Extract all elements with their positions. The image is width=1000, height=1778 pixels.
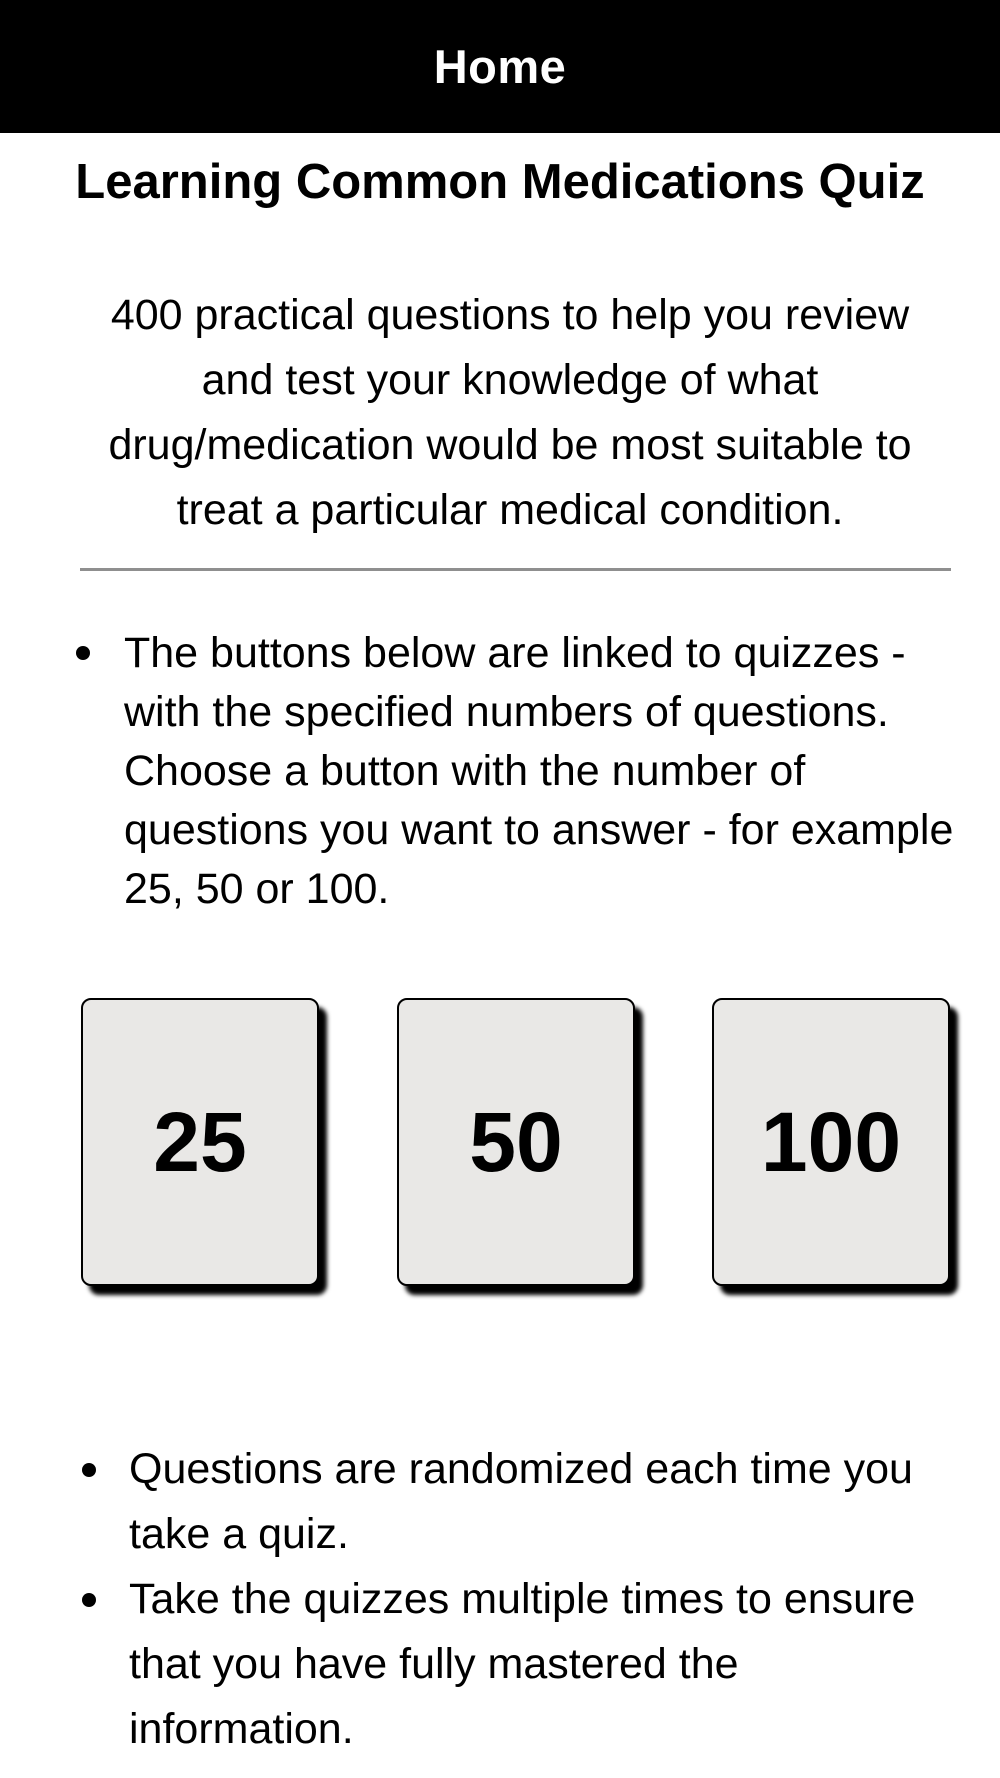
bullet-icon (82, 1463, 96, 1477)
quiz-button-group (0, 998, 1000, 1298)
bullet-icon (76, 646, 90, 660)
quiz-100-button[interactable]: 100 (712, 998, 950, 1286)
notes-list (72, 1437, 972, 1762)
page-title: Learning Common Medications Quiz (75, 155, 925, 209)
list-item (72, 1437, 972, 1567)
home-title[interactable]: Home (433, 40, 567, 93)
list-item (72, 1567, 972, 1762)
note-text: Take the quizzes multiple times to ensure that you have fully mastered the information. (129, 1575, 916, 1753)
instructions-list (70, 624, 965, 919)
note-text: Questions are randomized each time you take a quiz. (129, 1445, 913, 1558)
list-item (70, 624, 965, 919)
intro-text: 400 practical questions to help you review and test your knowledge of what drug/medication would be most suitable to treat a particular medical condition. (108, 291, 912, 534)
quiz-50-button[interactable]: 50 (397, 998, 635, 1286)
instruction-text: The buttons below are linked to quizzes - with the specified numbers of questions. Choose a button with the number of questions you want to answer - for example 25, 50 or 100. (124, 629, 954, 913)
top-nav-bar (0, 0, 1000, 133)
quiz-25-button[interactable]: 25 (81, 998, 319, 1286)
section-divider (80, 568, 951, 571)
bullet-icon (82, 1593, 96, 1607)
